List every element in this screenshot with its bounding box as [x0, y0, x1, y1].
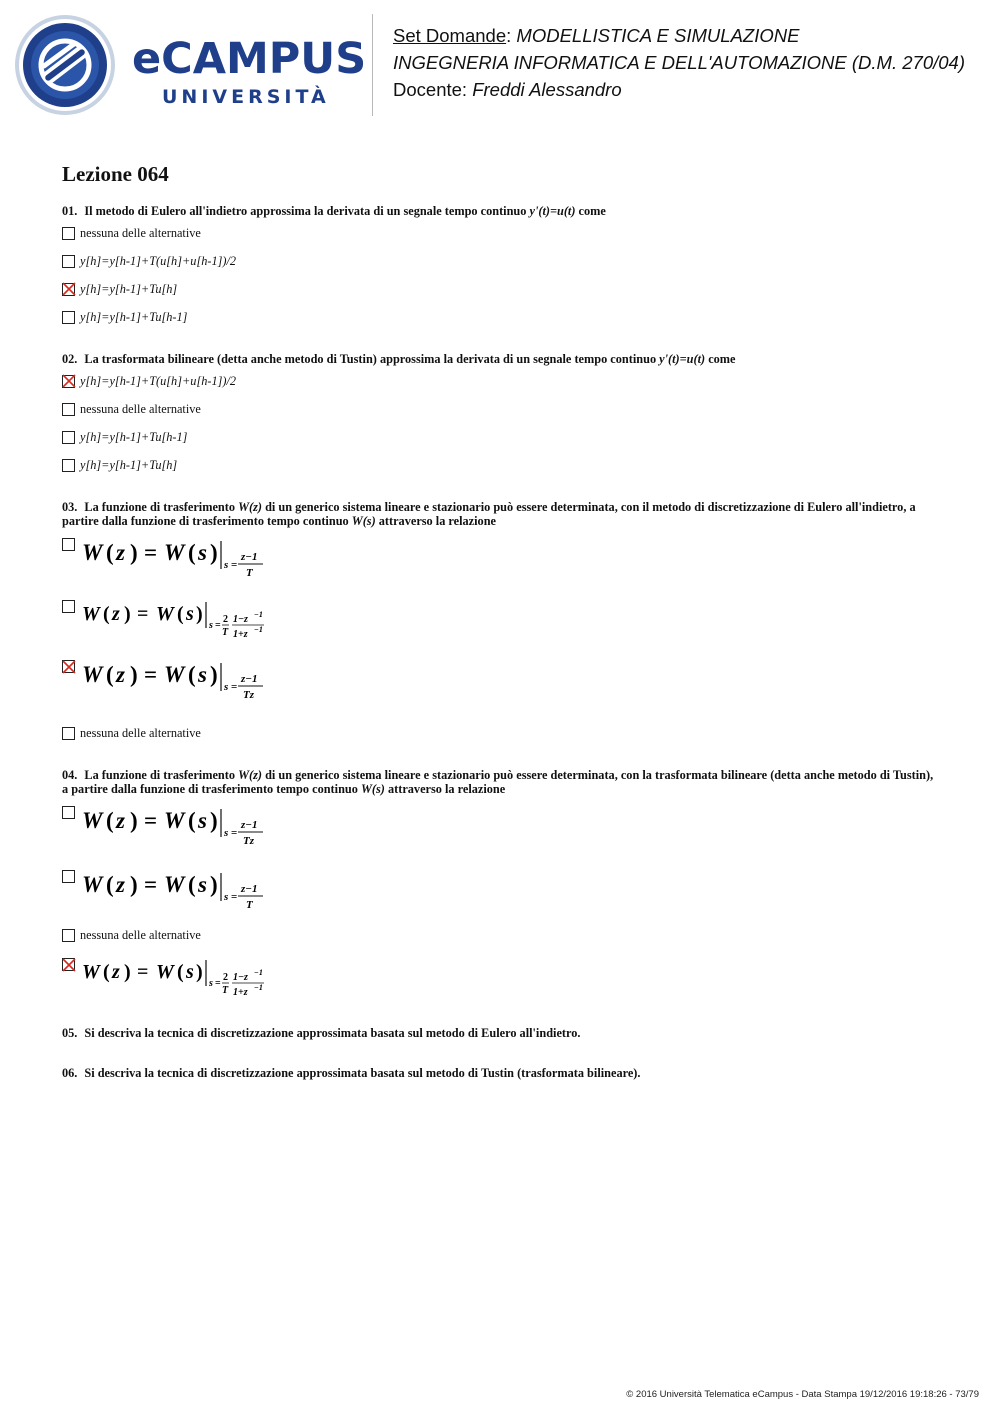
formula-text: W: [156, 603, 174, 625]
question-text: [62, 500, 942, 528]
formula-text: (: [188, 872, 196, 897]
option-checkbox[interactable]: [62, 806, 75, 819]
formula-text: z: [112, 961, 120, 983]
logo-wordmark: eCAMPUS: [132, 34, 367, 84]
formula-text: s: [224, 891, 229, 903]
formula-text: s: [186, 961, 194, 983]
formula-text: ): [130, 540, 138, 565]
option[interactable]: [62, 458, 942, 486]
formula-text: (: [106, 872, 114, 897]
question-math: W(s): [351, 514, 376, 528]
formula-text: 2: [223, 614, 228, 625]
set-label: Set Domande: [393, 25, 507, 46]
formula-text: W: [82, 961, 100, 983]
formula-text: ): [210, 662, 218, 687]
formula-text: z: [116, 662, 125, 687]
formula-text: 1−z: [233, 614, 248, 625]
formula-euler-Tz: [82, 658, 282, 708]
formula-text: W: [156, 961, 174, 983]
option-checkbox[interactable]: [62, 538, 75, 551]
option-formula[interactable]: [62, 804, 942, 868]
formula-text: ): [210, 540, 218, 565]
course-name: MODELLISTICA E SIMULAZIONE: [516, 25, 800, 46]
question-set: [62, 162, 942, 1080]
formula-text: (: [106, 540, 114, 565]
option-checkbox[interactable]: [62, 431, 75, 444]
option[interactable]: [62, 928, 942, 956]
option-correct[interactable]: [62, 374, 942, 402]
formula-text: s: [198, 540, 207, 565]
teacher-name: Freddi Alessandro: [472, 79, 622, 100]
question-01: [62, 204, 942, 338]
formula-text: ): [210, 872, 218, 897]
question-number: 02.: [62, 352, 78, 366]
option-formula[interactable]: [62, 868, 942, 928]
option-formula-correct[interactable]: [62, 658, 942, 726]
formula-text: s: [224, 559, 229, 571]
question-math: y'(t)=u(t): [529, 204, 576, 218]
formula-text: T: [246, 899, 253, 911]
formula-text: =: [231, 681, 238, 693]
formula-text: =: [144, 872, 158, 897]
option-label: y[h]=y[h-1]+Tu[h]: [80, 282, 178, 296]
formula-text: =: [215, 620, 221, 631]
formula-text: W: [82, 872, 103, 897]
option-label: y[h]=y[h-1]+Tu[h-1]: [80, 430, 188, 444]
formula-text: s: [209, 620, 213, 631]
question-body: La funzione di trasferimento: [84, 500, 235, 514]
question-math: y'(t)=u(t): [659, 352, 706, 366]
question-body: La funzione di trasferimento: [84, 768, 235, 782]
option-label: y[h]=y[h-1]+T(u[h]+u[h-1])/2: [80, 254, 237, 268]
formula-text: W: [164, 662, 185, 687]
question-04: [62, 768, 942, 1018]
question-number: 06.: [62, 1066, 78, 1080]
option-formula-correct[interactable]: [62, 956, 942, 1018]
degree-name: INGEGNERIA INFORMATICA E DELL'AUTOMAZIONE (D.M. 270/04): [393, 52, 965, 73]
formula-text: s: [209, 978, 213, 989]
option-label: nessuna delle alternative: [80, 226, 201, 240]
teacher-label: Docente: [393, 79, 462, 100]
formula-text: T: [222, 627, 229, 638]
formula-text: ): [130, 662, 138, 687]
formula-text: =: [231, 827, 238, 839]
formula-text: s: [186, 603, 194, 625]
formula-euler-T: [82, 868, 282, 918]
formula-text: (: [188, 662, 196, 687]
course-info: [393, 22, 965, 103]
question-body: Il metodo di Eulero all'indietro approssima la derivata di un segnale tempo continuo: [84, 204, 527, 218]
question-number: 01.: [62, 204, 78, 218]
formula-text: ): [130, 872, 138, 897]
option[interactable]: [62, 402, 942, 430]
formula-text: T: [246, 567, 253, 579]
formula-text: (: [188, 808, 196, 833]
document-header: [0, 0, 1000, 130]
option-checkbox[interactable]: [62, 929, 75, 942]
question-math: W(z): [238, 768, 262, 782]
option-label: nessuna delle alternative: [80, 402, 201, 416]
option-label: y[h]=y[h-1]+Tu[h]: [80, 458, 178, 472]
question-03: [62, 500, 942, 754]
question-02: [62, 352, 942, 486]
question-tail: attraverso la relazione: [387, 782, 506, 796]
formula-text: ): [130, 808, 138, 833]
formula-text: =: [231, 559, 238, 571]
option[interactable]: [62, 226, 942, 254]
option-checkbox[interactable]: [62, 600, 75, 613]
question-tail: attraverso la relazione: [378, 514, 497, 528]
formula-text: ): [124, 603, 131, 625]
formula-text: W: [82, 603, 100, 625]
option-checkbox[interactable]: [62, 870, 75, 883]
question-tail: come: [708, 352, 736, 366]
option[interactable]: [62, 430, 942, 458]
formula-text: (: [177, 603, 184, 625]
page-footer: © 2016 Università Telematica eCampus - Data Stampa 19/12/2016 19:18:26 - 73/79: [626, 1389, 979, 1400]
formula-text: z−1: [241, 819, 258, 831]
question-body: Si descriva la tecnica di discretizzazione approssimata basata sul metodo di Tustin (trasformata bilineare).: [84, 1066, 641, 1080]
formula-text: s: [198, 872, 207, 897]
formula-text: z−1: [241, 673, 258, 685]
question-tail: come: [578, 204, 606, 218]
formula-text: ): [210, 808, 218, 833]
formula-text: −1: [254, 968, 263, 977]
option[interactable]: [62, 254, 942, 282]
formula-text: =: [144, 662, 158, 687]
question-math: W(s): [360, 782, 385, 796]
formula-text: W: [82, 540, 103, 565]
check-mark-icon: [60, 658, 78, 676]
formula-tustin: [82, 598, 312, 648]
formula-text: Tz: [243, 689, 254, 701]
check-mark-icon: [60, 280, 78, 298]
formula-text: W: [82, 808, 103, 833]
formula-text: =: [137, 603, 149, 625]
option-checkbox[interactable]: [62, 727, 75, 740]
question-text: [62, 352, 942, 366]
formula-text: z: [116, 540, 125, 565]
formula-text: W: [164, 872, 185, 897]
question-number: 05.: [62, 1026, 78, 1040]
formula-text: W: [164, 540, 185, 565]
formula-text: z−1: [241, 883, 258, 895]
option-checkbox[interactable]: [62, 459, 75, 472]
question-text: [62, 768, 942, 796]
question-body-cont: di un generico sistema lineare e stazionario può essere determinata, con il metodo di discretizzazione di Eulero all'indietro, a partire dalla funzione di trasferimento tempo continuo: [62, 500, 916, 528]
option-label: nessuna delle alternative: [80, 928, 201, 942]
option-correct[interactable]: [62, 282, 942, 310]
formula-text: =: [231, 891, 238, 903]
formula-text: T: [222, 985, 229, 996]
question-body: La trasformata bilineare (detta anche metodo di Tustin) approssima la derivata di un segnale tempo continuo: [84, 352, 657, 366]
option-checkbox[interactable]: [62, 227, 75, 240]
ecampus-logo-icon: [14, 14, 116, 116]
question-05: [62, 1026, 942, 1040]
formula-text: (: [103, 603, 110, 625]
formula-text: z: [116, 872, 125, 897]
degree-line: [393, 49, 965, 76]
formula-euler-T: [82, 536, 282, 586]
option[interactable]: [62, 726, 942, 754]
formula-text: s: [198, 808, 207, 833]
formula-text: s: [224, 681, 229, 693]
check-mark-icon: [60, 956, 78, 974]
formula-text: (: [177, 961, 184, 983]
option-label: y[h]=y[h-1]+T(u[h]+u[h-1])/2: [80, 374, 237, 388]
formula-text: ): [196, 603, 203, 625]
check-mark-icon: [60, 372, 78, 390]
logo-subtitle: UNIVERSITÀ: [162, 86, 330, 108]
option-label: y[h]=y[h-1]+Tu[h-1]: [80, 310, 188, 324]
course-line: Set Domande: MODELLISTICA E SIMULAZIONE: [393, 25, 800, 46]
formula-text: =: [144, 808, 158, 833]
option-checkbox[interactable]: [62, 311, 75, 324]
formula-text: (: [103, 961, 110, 983]
option-checkbox[interactable]: [62, 255, 75, 268]
formula-text: Tz: [243, 835, 254, 847]
formula-text: W: [82, 662, 103, 687]
formula-text: =: [215, 978, 221, 989]
formula-text: −1: [254, 983, 263, 992]
option-checkbox[interactable]: [62, 403, 75, 416]
formula-text: −1: [254, 610, 263, 619]
formula-text: s: [198, 662, 207, 687]
formula-text: z: [116, 808, 125, 833]
formula-text: z: [112, 603, 120, 625]
question-text: [62, 204, 942, 218]
formula-euler-Tz: [82, 804, 282, 854]
formula-text: z−1: [241, 551, 258, 563]
option-label: nessuna delle alternative: [80, 726, 201, 740]
formula-text: =: [137, 961, 149, 983]
formula-text: 2: [223, 972, 228, 983]
formula-tustin: [82, 956, 312, 1006]
option-formula[interactable]: [62, 598, 942, 658]
formula-text: ): [124, 961, 131, 983]
formula-text: −1: [254, 625, 263, 634]
question-number: 04.: [62, 768, 78, 782]
question-math: W(z): [238, 500, 262, 514]
formula-text: 1+z: [233, 629, 248, 640]
question-number: 03.: [62, 500, 78, 514]
formula-text: ): [196, 961, 203, 983]
formula-text: (: [106, 662, 114, 687]
question-body: Si descriva la tecnica di discretizzazione approssimata basata sul metodo di Eulero all'indietro.: [84, 1026, 581, 1040]
question-body-cont: di un generico sistema lineare e stazionario può essere determinata, con la trasformata bilineare (detta anche metodo di Tustin), a partire dalla funzione di trasferimento tempo continuo: [62, 768, 934, 796]
question-06: [62, 1066, 942, 1080]
teacher-line: Docente: Freddi Alessandro: [393, 79, 622, 100]
formula-text: =: [144, 540, 158, 565]
formula-text: s: [224, 827, 229, 839]
lesson-title: Lezione 064: [62, 162, 169, 186]
option[interactable]: [62, 310, 942, 338]
formula-text: 1+z: [233, 987, 248, 998]
formula-text: (: [188, 540, 196, 565]
option-formula[interactable]: [62, 536, 942, 598]
formula-text: (: [106, 808, 114, 833]
formula-text: W: [164, 808, 185, 833]
header-divider: [372, 14, 373, 116]
formula-text: 1−z: [233, 972, 248, 983]
